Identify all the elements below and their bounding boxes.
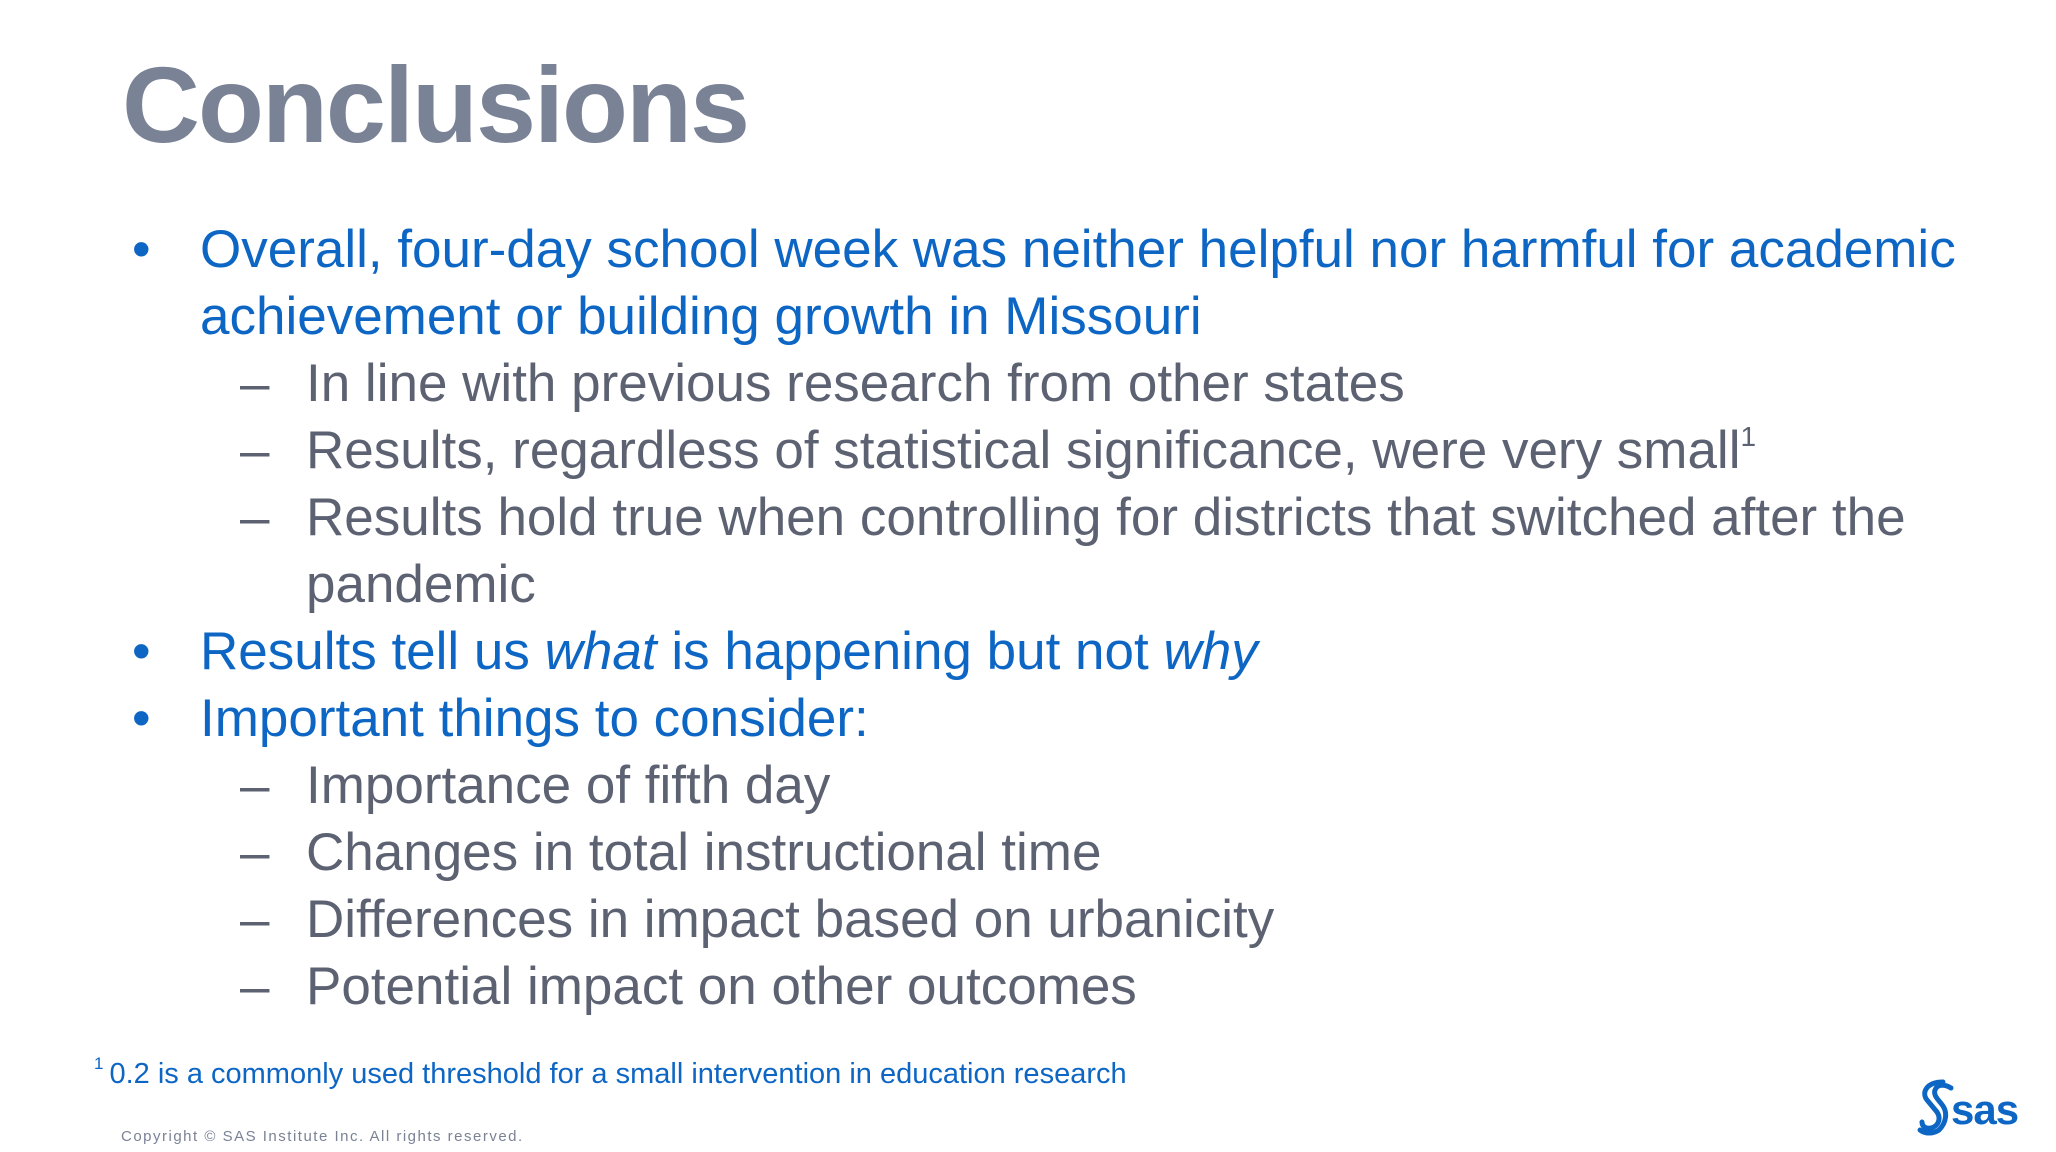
sub-bullet-item: [130, 484, 2050, 551]
sub-bullet-item: [130, 819, 2050, 886]
bullet-marker: •: [132, 689, 151, 748]
bullet-marker: •: [132, 622, 151, 681]
sas-logo-wordmark: sas: [1951, 1086, 2019, 1133]
sub-bullet-text: Changes in total instructional time: [306, 823, 1102, 882]
sub-bullet-text: Results hold true when controlling for districts that switched after the: [306, 488, 1906, 547]
sub-bullet-text: Differences in impact based on urbanicity: [306, 890, 1275, 949]
copyright-notice: Copyright © SAS Institute Inc. All rights reserved.: [121, 1128, 524, 1145]
slide-title: Conclusions: [122, 44, 749, 165]
sub-bullet-item: [130, 953, 2050, 1020]
sub-bullet-text: In line with previous research from other states: [306, 354, 1405, 413]
sub-bullet-text: Results, regardless of statistical significance, were very small: [306, 421, 1741, 480]
emphasis-text: why: [1163, 622, 1258, 681]
sub-bullet-item: [130, 417, 2050, 484]
sub-bullet-item: [130, 752, 2050, 819]
sub-bullet-item: [130, 886, 2050, 953]
sub-bullet-text: Potential impact on other outcomes: [306, 957, 1137, 1016]
dash-marker: –: [240, 823, 270, 882]
bullet-list: [130, 216, 2050, 1020]
bullet-item: [130, 685, 2050, 752]
dash-marker: –: [240, 756, 270, 815]
bullet-text: Overall, four-day school week was neither helpful nor harmful for academic: [200, 220, 1956, 279]
bullet-text: achievement or building growth in Missouri: [200, 287, 1202, 346]
bullet-item: [130, 618, 2050, 685]
sub-bullet-text: pandemic: [306, 555, 536, 614]
sub-bullet-text: Importance of fifth day: [306, 756, 831, 815]
bullet-item: [130, 216, 2050, 283]
bullet-text-part: is happening but not: [656, 622, 1164, 681]
footnote-reference: 1: [1740, 421, 1757, 452]
footnote-text: 0.2 is a commonly used threshold for a small intervention in education research: [109, 1058, 1127, 1090]
footnote: [94, 1054, 1127, 1091]
sub-bullet-item: [130, 350, 2050, 417]
dash-marker: –: [240, 890, 270, 949]
sas-logo-swoosh: [1920, 1082, 1951, 1133]
dash-marker: –: [240, 488, 270, 547]
bullet-text: Important things to consider:: [200, 689, 869, 748]
sas-logo: [1917, 1078, 2047, 1136]
bullet-continuation: [130, 283, 2050, 350]
sub-bullet-continuation: [130, 551, 2050, 618]
emphasis-text: what: [544, 622, 657, 681]
dash-marker: –: [240, 421, 270, 480]
bullet-text-part: Results tell us: [200, 622, 545, 681]
footnote-marker: 1: [94, 1054, 104, 1073]
dash-marker: –: [240, 957, 270, 1016]
bullet-marker: •: [132, 220, 151, 279]
dash-marker: –: [240, 354, 270, 413]
